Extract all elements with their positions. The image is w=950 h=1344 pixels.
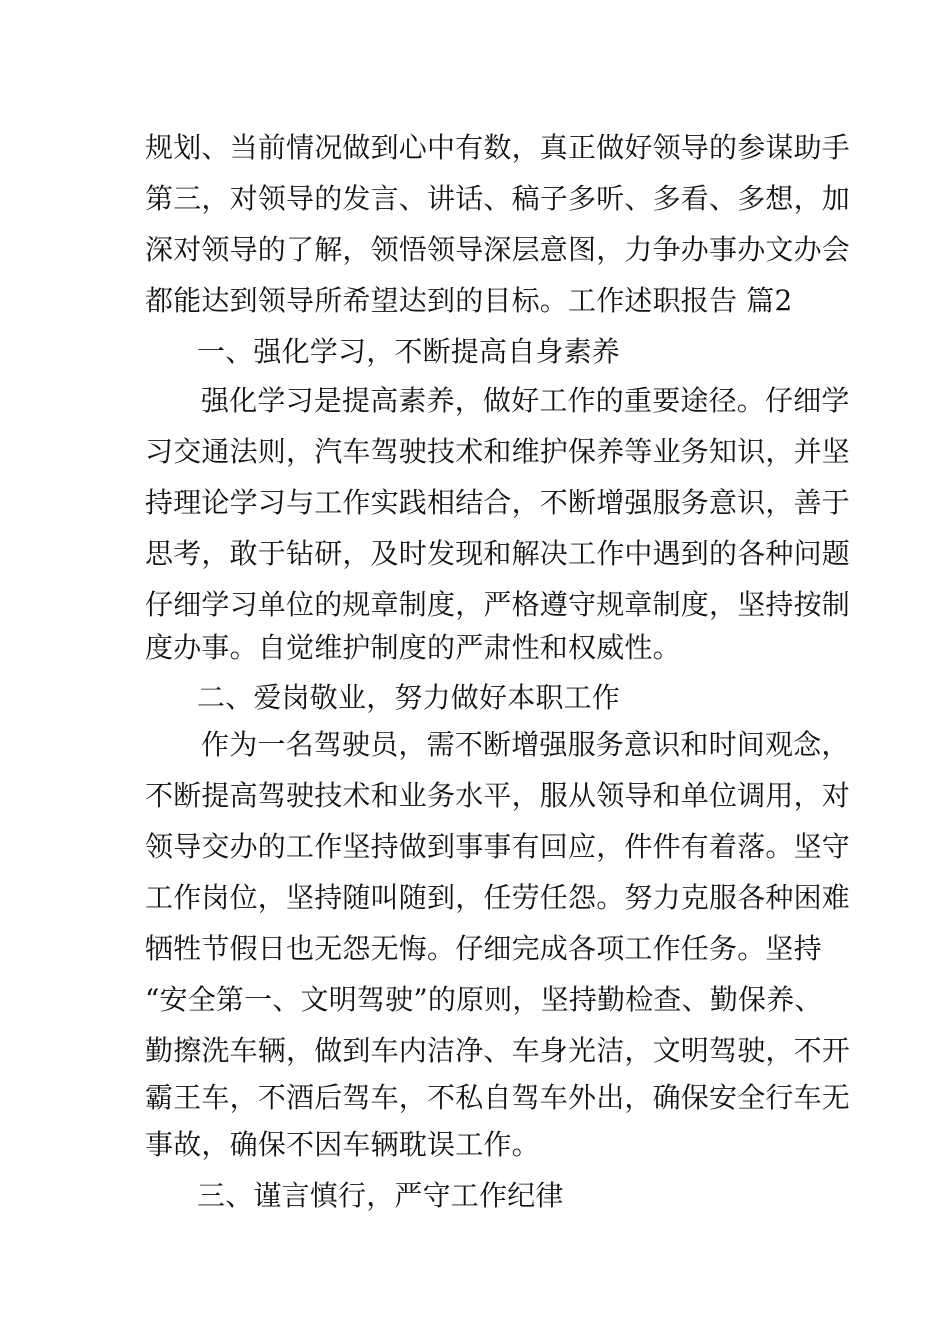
section-heading: 一、强化学习，不断提高自身素养 [197,335,621,368]
text-line: 持理论学习与工作实践相结合，不断增强服务意识，善于 [145,486,851,519]
text-line: 不断提高驾驶技术和业务水平，服从领导和单位调用，对 [145,779,851,812]
text-line: 事故，确保不因车辆耽误工作。 [145,1128,540,1161]
text-line: 勤擦洗车辆，做到车内洁净、车身光洁，文明驾驶，不开 [145,1034,851,1067]
text-line: 霸王车，不酒后驾车，不私自驾车外出，确保安全行车无 [145,1081,851,1114]
text-line: 仔细学习单位的规章制度，严格遵守规章制度，坚持按制 [145,588,851,621]
text-line: 领导交办的工作坚持做到事事有回应，件件有着落。坚守 [145,830,851,863]
text-line: 习交通法则，汽车驾驶技术和维护保养等业务知识，并坚 [145,435,851,468]
text-line: 思考，敢于钻研，及时发现和解决工作中遇到的各种问题 [145,537,851,570]
text-line: 作为一名驾驶员，需不断增强服务意识和时间观念， [201,728,850,761]
text-line: 度办事。自觉维护制度的严肃性和权威性。 [145,631,681,664]
section-heading: 三、谨言慎行，严守工作纪律 [197,1179,564,1212]
section-heading: 二、爱岗敬业，努力做好本职工作 [197,681,621,714]
text-line: 工作岗位，坚持随叫随到，任劳任怨。努力克服各种困难 [145,881,851,914]
text-line: 牺牲节假日也无怨无悔。仔细完成各项工作任务。坚持 [145,932,822,965]
text-line: 强化学习是提高素养，做好工作的重要途径。仔细学 [201,384,850,417]
text-line: 深对领导的了解，领悟领导深层意图，力争办事办文办会 [145,233,851,266]
text-line: “安全第一、文明驾驶”的原则，坚持勤检查、勤保养、 [145,983,823,1016]
text-line: 第三，对领导的发言、讲话、稿子多听、多看、多想，加 [145,182,851,215]
text-line: 规划、当前情况做到心中有数，真正做好领导的参谋助手 [145,131,851,164]
text-line: 都能达到领导所希望达到的目标。工作述职报告 篇2 [145,284,793,317]
